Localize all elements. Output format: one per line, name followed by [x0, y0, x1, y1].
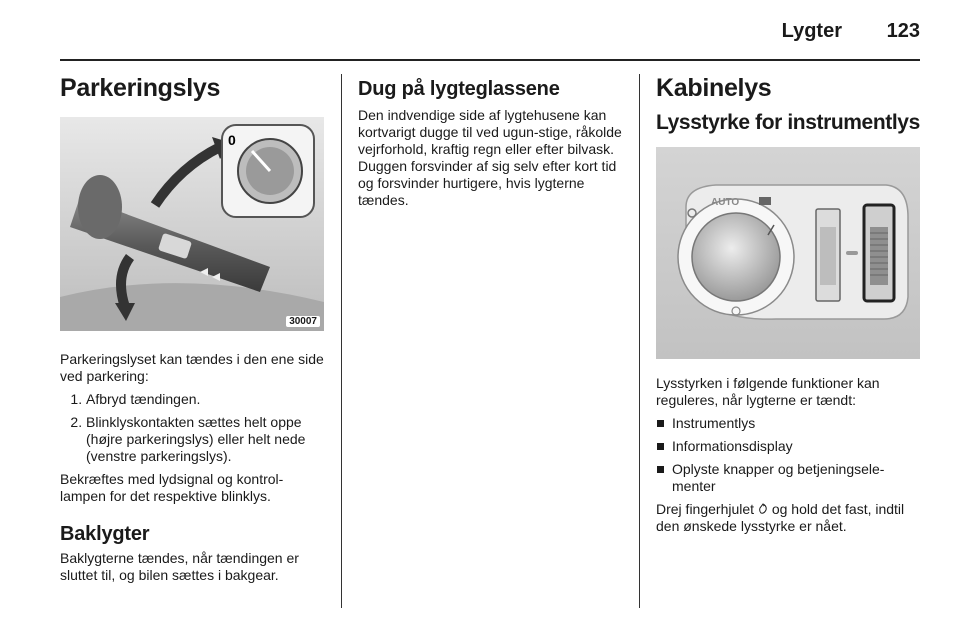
- list-item: Oplyste knapper og betjeningsele-menter: [656, 461, 922, 495]
- heading-dug-paa-lygteglassene: Dug på lygteglassene: [358, 78, 560, 100]
- adjustable-functions-list: [656, 415, 922, 495]
- turn-signal-lever-illustration: [60, 117, 324, 331]
- column-divider-2: [639, 74, 640, 608]
- column-kabinelys: [656, 74, 922, 535]
- instruction-post: og hold det fast, indtil den ønskede lysstyrke er nået.: [656, 501, 905, 534]
- heading-baklygter: Baklygter: [60, 523, 150, 545]
- thumbwheel-light-icon: [758, 503, 768, 515]
- figure-light-switch-panel: [656, 147, 920, 359]
- header-divider: [60, 59, 920, 61]
- step-item: 2. Blinklyskontakten sættes helt oppe (højre parkeringslys) eller helt nede (venstre parkeringslys).: [86, 414, 326, 465]
- column-parkeringslys: [60, 74, 326, 584]
- page-number: 123: [886, 20, 920, 42]
- step-item: 1. Afbryd tændingen.: [86, 391, 326, 408]
- list-item: Instrumentlys: [656, 415, 922, 432]
- page-header: [0, 0, 960, 60]
- auto-label: AUTO: [711, 197, 740, 208]
- page-header-title: Lygter: [781, 20, 842, 42]
- column-divider-1: [341, 74, 342, 608]
- parking-light-confirm: Bekræftes med lydsignal og kontrol-lampen for det respektive blinklys.: [60, 471, 284, 504]
- dial-zero-marker: 0: [228, 132, 236, 148]
- figure-number-label: 30007: [286, 316, 320, 327]
- parking-light-steps: [60, 391, 326, 465]
- thumbwheel-instruction: [656, 501, 922, 535]
- parking-light-intro: Parkeringslyset kan tændes i den ene side ved parkering:: [60, 351, 324, 384]
- subheading-lysstyrke: Lysstyrke for instrumentlys: [656, 111, 920, 134]
- light-switch-panel-illustration: [656, 147, 920, 359]
- figure-turn-signal-lever: [60, 117, 324, 331]
- baklygter-text: Baklygterne tændes, når tændingen er sluttet til, og bilen sættes i bakgear.: [60, 550, 299, 583]
- heading-parkeringslys: Parkeringslys: [60, 74, 221, 102]
- column-dug: [358, 74, 624, 209]
- dug-text: Den indvendige side af lygtehusene kan kortvarigt dugge til ved ugun-stige, råkolde vejrforhold, kraftig regn eller efter bilvask. Duggen forsvinder af sig selv efter kort tid og forsvinder hurtigere, hvis lygterne tændes.: [358, 107, 622, 208]
- kabinelys-intro: Lysstyrken i følgende funktioner kan reguleres, når lygterne er tændt:: [656, 375, 880, 408]
- instruction-pre: Drej fingerhjulet: [656, 501, 755, 517]
- heading-kabinelys: Kabinelys: [656, 74, 772, 102]
- list-item: Informationsdisplay: [656, 438, 922, 455]
